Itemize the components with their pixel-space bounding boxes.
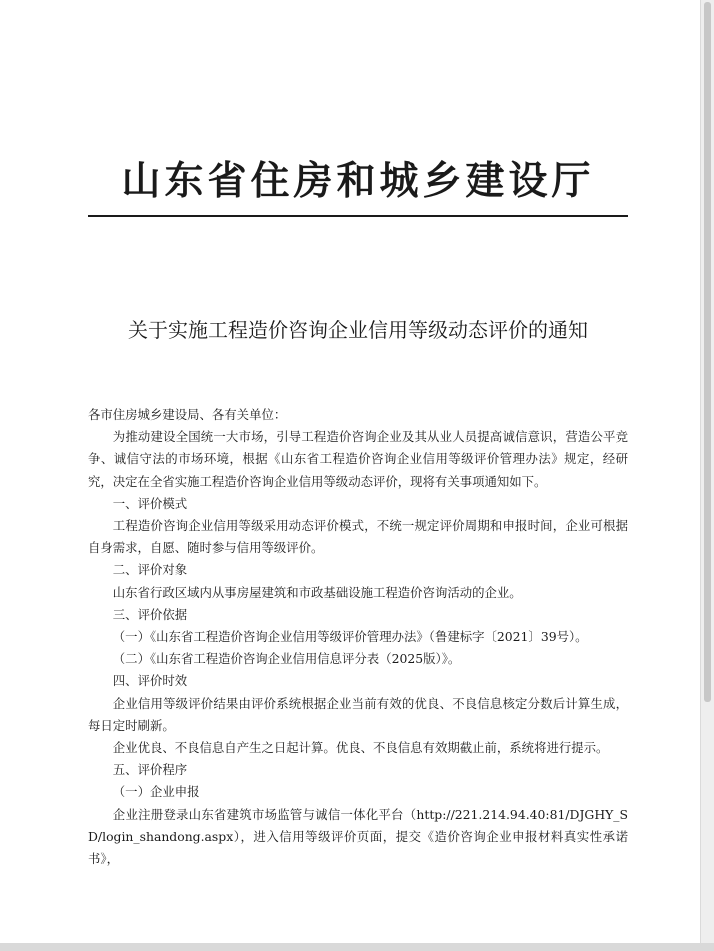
section-heading-2: 二、评价对象: [112, 562, 188, 578]
notice-body: [88, 404, 628, 870]
notice-title: 关于实施工程造价咨询企业信用等级动态评价的通知: [128, 318, 588, 342]
section-heading-3: 三、评价依据: [112, 606, 188, 622]
section-3-item-2: （二）《山东省工程造价咨询企业信用信息评分表（2025版）》。: [112, 651, 461, 667]
section-2-paragraph: 山东省行政区域内从事房屋建筑和市政基础设施工程造价咨询活动的企业。: [112, 584, 522, 600]
section-heading-4: 四、评价时效: [112, 673, 188, 689]
agency-letterhead-title: 山东省住房和城乡建设厅: [121, 158, 595, 204]
section-3-item-1: （一）《山东省工程造价咨询企业信用等级评价管理办法》（鲁建标字〔2021〕39号）。: [112, 629, 588, 645]
section-1-paragraph: 工程造价咨询企业信用等级采用动态评价模式，不统一规定评价周期和申报时间，企业可根据自身需求，自愿、随时参与信用等级评价。: [88, 518, 628, 556]
letterhead-divider: [88, 215, 628, 217]
section-5-subheading-1: （一）企业申报: [112, 784, 200, 800]
scrollbar-thumb[interactable]: [704, 2, 711, 702]
vertical-scrollbar[interactable]: [700, 0, 714, 951]
viewer-background-strip: [0, 943, 714, 951]
section-heading-1: 一、评价模式: [112, 495, 188, 511]
intro-paragraph: 为推动建设全国统一大市场，引导工程造价咨询企业及其从业人员提高诚信意识，营造公平竞争、诚信守法的市场环境，根据《山东省工程造价咨询企业信用等级评价管理办法》规定，经研究，决定在全省实施工程造价咨询企业信用等级动态评价，现将有关事项通知如下。: [88, 429, 628, 489]
section-heading-5: 五、评价程序: [112, 762, 188, 778]
section-5-paragraph-1: 企业注册登录山东省建筑市场监管与诚信一体化平台（http://221.214.94.40:81/DJGHY_SD/login_shandong.aspx），进入信用等级评价页面，提交《造价咨询企业申报材料真实性承诺书》，: [88, 806, 628, 867]
section-4-paragraph-1: 企业信用等级评价结果由评价系统根据企业当前有效的优良、不良信息核定分数后计算生成，每日定时刷新。: [88, 695, 628, 733]
salutation: 各市住房城乡建设局、各有关单位：: [88, 407, 287, 422]
section-4-paragraph-2: 企业优良、不良信息自产生之日起计算。优良、不良信息有效期截止前，系统将进行提示。: [112, 740, 609, 756]
